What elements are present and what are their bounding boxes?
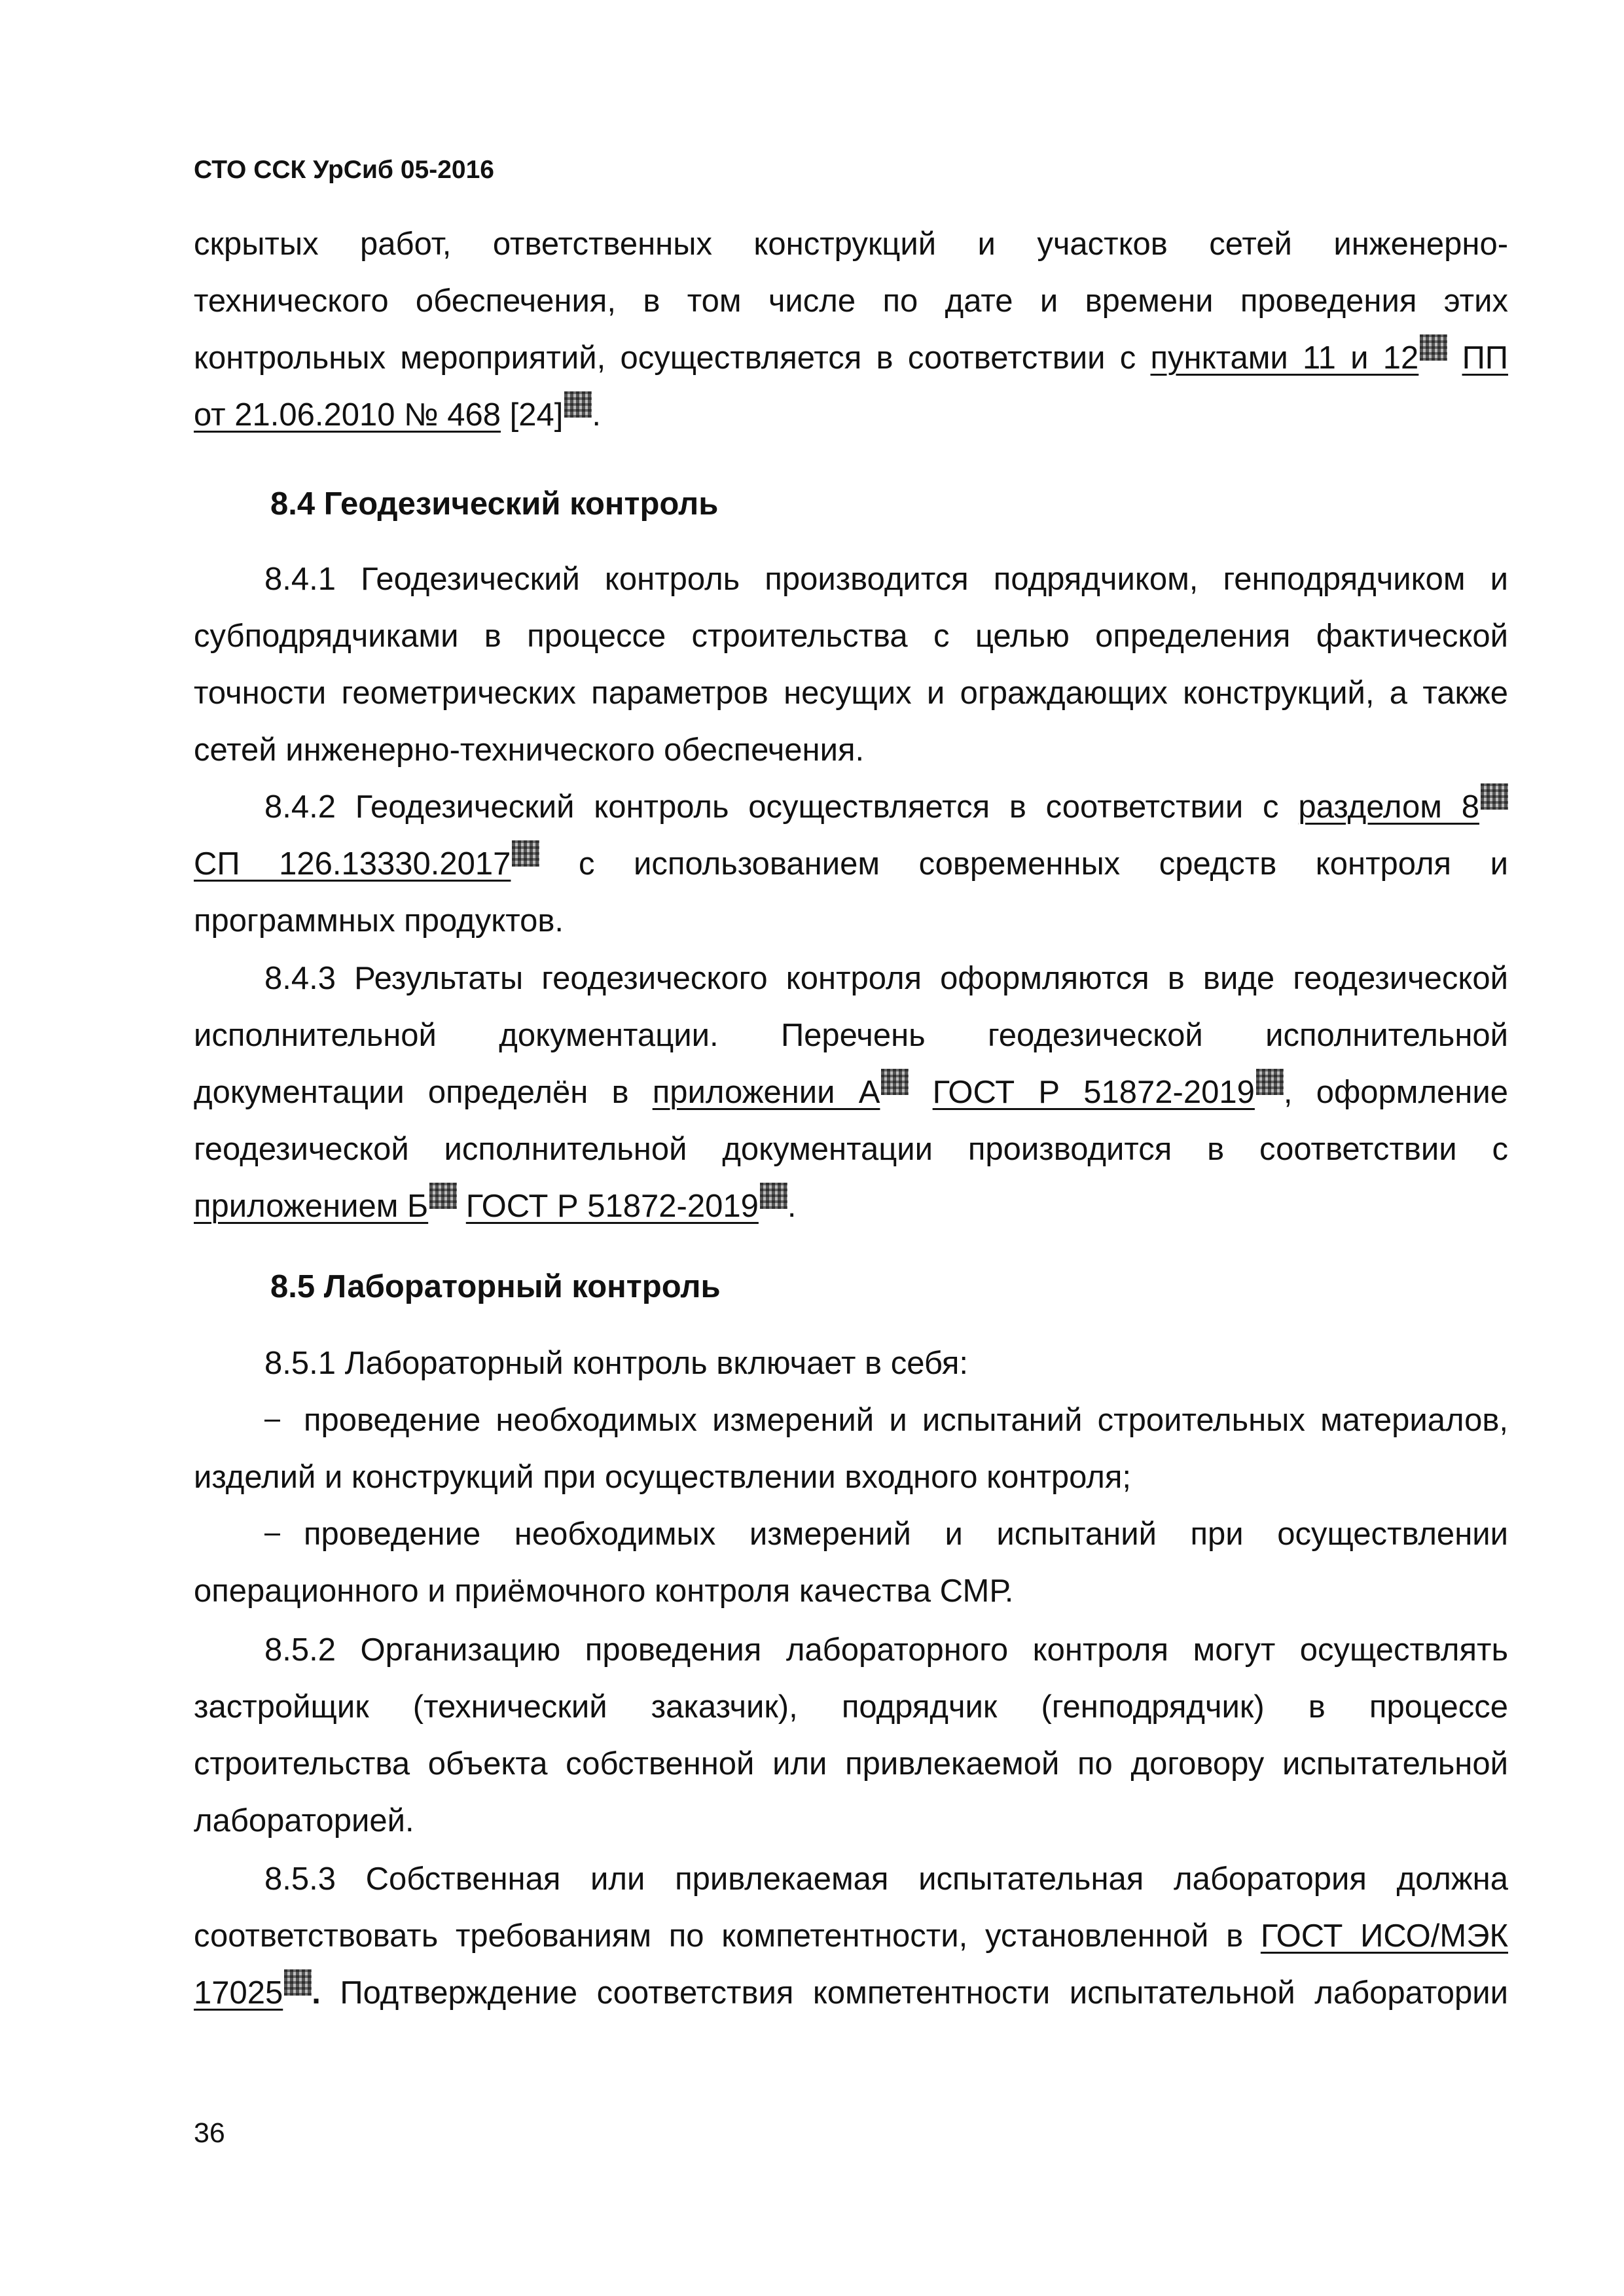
text-line: программных продуктов. [194,903,564,939]
link-pp-date[interactable]: от 21.06.2010 № 468 [194,397,501,433]
qr-code-icon [881,1069,909,1095]
qr-code-icon [429,1183,457,1209]
paragraph-8-4-2 [194,779,1508,950]
link-17025[interactable]: 17025 [194,1975,283,2011]
text-line: от 21.06.2010 № 468 [24] . [194,387,1508,444]
text-line: строительства объекта собственной или привлекаемой по договору испытательной [194,1746,1508,1782]
text-line: скрытых работ, ответственных конструкций и участков сетей инженерно- [194,226,1509,262]
text-line: 8.5.3 Собственная или привлекаемая испытательная лаборатория должна [264,1861,1508,1897]
list-item: проведение необходимых измерений и испытаний при осуществлении [194,1506,1508,1563]
paragraph-8-5-2 [194,1622,1508,1850]
text-line: 8.4.2 Геодезический контроль осуществляется в соответствии с разделом 8 [194,779,1508,836]
text-line: СП 126.13330.2017 с использованием современных средств контроля и [194,836,1508,893]
dash-bullet [264,1420,280,1422]
qr-code-icon [760,1183,787,1209]
qr-code-icon [1481,783,1508,810]
text-line: 17025 . Подтверждение соответствия компетентности испытательной лаборатории [194,1965,1508,2022]
link-gost-51872[interactable]: ГОСТ Р 51872-2019 [932,1075,1255,1110]
text-line: технического обеспечения, в том числе по дате и времени проведения этих [194,283,1508,319]
text-line: операционного и приёмочного контроля качества СМР. [194,1573,1014,1609]
text-line: субподрядчиками в процессе строительства с целью определения фактической [194,619,1508,654]
text-line: документации определён в приложении А ГОСТ Р 51872-2019 , оформление [194,1064,1508,1121]
paragraph-8-5-3 [194,1851,1508,2022]
paragraph-8-5-1 [194,1335,1508,1620]
text-line: исполнительной документации. Перечень геодезической исполнительной [194,1018,1508,1053]
link-pp[interactable]: ПП [1462,340,1508,376]
text-line: 8.5.2 Организацию проведения лабораторного контроля могут осуществлять [264,1632,1508,1668]
text-line: контрольных мероприятий, осуществляется в соответствии с пунктами 11 и 12 ПП [194,330,1508,387]
text-line: точности геометрических параметров несущих и ограждающих конструкций, а также [194,675,1508,711]
qr-code-icon [564,391,592,418]
section-heading-8-5: 8.5 Лабораторный контроль [270,1269,721,1304]
text-line: соответствовать требованиям по компетентности, установленной в ГОСТ ИСО/МЭК [194,1918,1508,1954]
link-appendix-b[interactable]: приложением Б [194,1189,429,1224]
text-line: 8.5.1 Лабораторный контроль включает в себя: [264,1346,969,1381]
document-header: СТО ССК УрСиб 05-2016 [194,156,494,184]
text-line: 8.4.3 Результаты геодезического контроля оформляются в виде геодезической [264,961,1508,996]
qr-code-icon [284,1969,312,1996]
link-gost-51872[interactable]: ГОСТ Р 51872-2019 [465,1189,759,1224]
paragraph-8-4-3 [194,950,1508,1235]
text-line: лабораторией. [194,1803,414,1839]
link-appendix-a[interactable]: приложении А [652,1075,880,1110]
text-line: геодезической исполнительной документации производится в соответствии с [194,1132,1508,1167]
text-line: приложением Б ГОСТ Р 51872-2019 . [194,1178,1508,1235]
link-pp-items[interactable]: пунктами 11 и 12 [1150,340,1419,376]
qr-code-icon [1420,334,1447,361]
text-line: 8.4.1 Геодезический контроль производится подрядчиком, генподрядчиком и [264,562,1508,597]
text-line: застройщик (технический заказчик), подрядчик (генподрядчик) в процессе [194,1689,1508,1725]
text-line: изделий и конструкций при осуществлении входного контроля; [194,1460,1131,1495]
qr-code-icon [512,840,539,867]
section-heading-8-4: 8.4 Геодезический контроль [270,486,719,522]
paragraph-continuation [194,216,1508,444]
qr-code-icon [1256,1069,1284,1095]
link-sp-126[interactable]: СП 126.13330.2017 [194,846,511,882]
list-item: проведение необходимых измерений и испытаний строительных материалов, [194,1392,1508,1449]
dash-bullet [264,1534,280,1535]
page-number: 36 [194,2117,225,2149]
paragraph-8-4-1 [194,551,1508,779]
link-gost-iso-iec[interactable]: ГОСТ ИСО/МЭК [1260,1918,1508,1954]
link-section-8[interactable]: разделом 8 [1298,789,1479,825]
text-line: сетей инженерно-технического обеспечения. [194,732,865,768]
